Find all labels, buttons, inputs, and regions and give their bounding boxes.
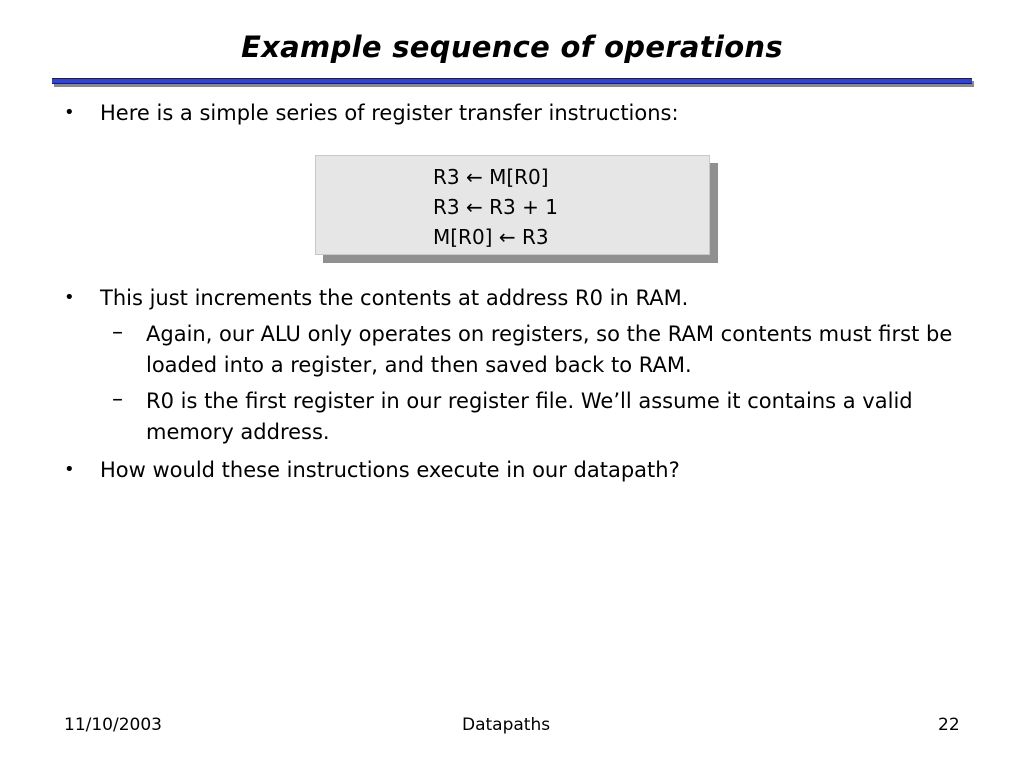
subbullet-text: Again, our ALU only operates on registers, so the RAM contents must first be loaded into a register, and then saved back to RAM.	[146, 322, 953, 377]
subbullet-text: R0 is the first register in our register file. We’ll assume it contains a valid memory address.	[146, 389, 913, 444]
instruction-line: M[R0] ← R3	[433, 225, 549, 249]
dash-icon: –	[112, 320, 123, 345]
bullet-text: This just increments the contents at address R0 in RAM.	[100, 286, 689, 310]
bullet-icon: •	[64, 102, 75, 123]
bullet-icon: •	[64, 459, 75, 480]
footer-topic: Datapaths	[462, 715, 551, 735]
bullet-icon: •	[64, 287, 75, 308]
bullet-text: Here is a simple series of register transfer instructions:	[100, 101, 679, 125]
footer-page-number: 22	[938, 715, 960, 735]
dash-icon: –	[112, 387, 123, 412]
bullet-text: How would these instructions execute in our datapath?	[100, 458, 680, 482]
instruction-line: R3 ← M[R0]	[433, 165, 549, 189]
slide-title: Example sequence of operations	[241, 30, 783, 64]
footer-date: 11/10/2003	[64, 715, 162, 735]
title-divider	[52, 78, 972, 84]
instruction-line: R3 ← R3 + 1	[433, 195, 558, 219]
instruction-box	[315, 155, 710, 255]
